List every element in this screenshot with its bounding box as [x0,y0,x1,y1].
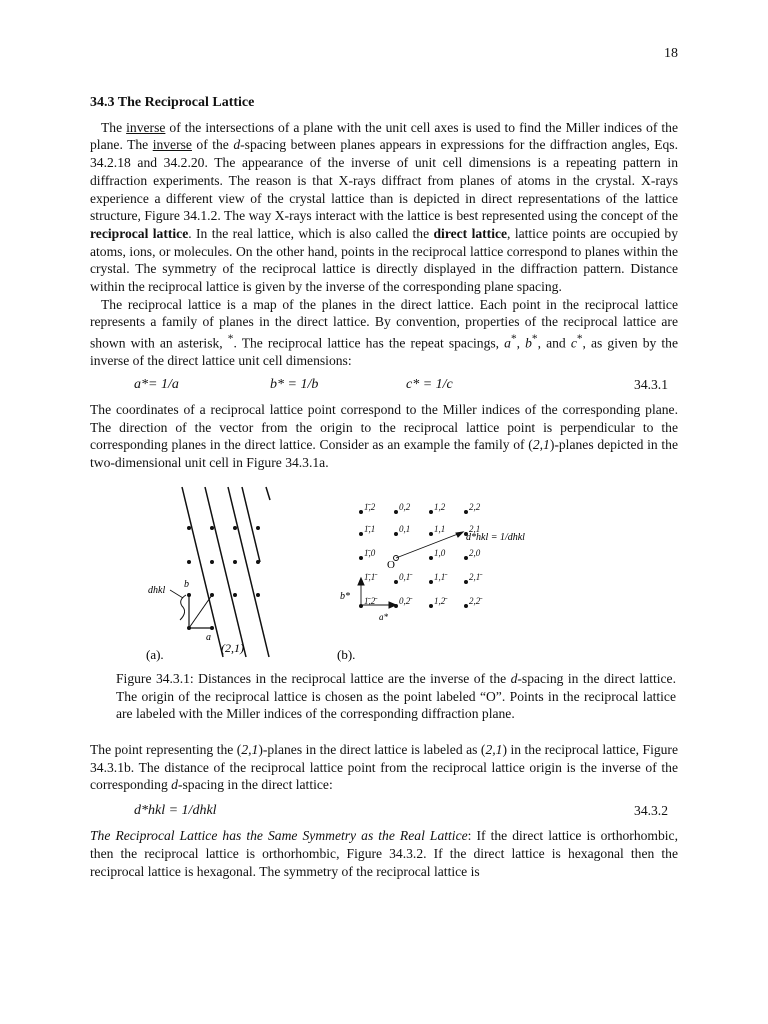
reciprocal-point-label: 2,1 [469,523,481,534]
reciprocal-point-label: 1,1 [434,523,446,534]
reciprocal-point [429,580,433,584]
reciprocal-point-label: 0,1 [399,523,411,534]
paragraph-2: The reciprocal lattice is a map of the planes in the direct lattice. Each point in the reciprocal lattice represents a family of planes in the direct lattice. By convention, properties of the reciprocal lattice are shown with an asterisk, *. The reciprocal lattice has the repeat spacings, a*, b*, and c*, as given by the inverse of the direct lattice unit cell dimensions: [90,296,679,369]
direct-lattice-panel [170,487,270,657]
reciprocal-point-label: 2,1̄ [469,571,481,582]
reciprocal-point [464,556,468,560]
bstar-label: b* [340,590,350,602]
reciprocal-point-label: 1̄,1̄ [364,571,376,582]
reciprocal-point-label: 0,1̄ [399,571,411,582]
figure-caption: Figure 34.3.1: Distances in the reciprocal lattice are the inverse of the d-spacing in the direct lattice. The origin of the reciprocal lattice is chosen as the point labeled “O”. Points in the reciprocal lattice are labeled with the Miller indices of the corresponding diffraction plane. [116,670,676,722]
reciprocal-point [359,532,363,536]
eq-c-star: c* = 1/c [406,377,453,393]
paragraph-5: The Reciprocal Lattice has the Same Symmetry as the Real Lattice: If the direct lattice is orthorhombic, then the reciprocal lattice is orthorhombic, Figure 34.3.2. If the direct lattice is hexagonal then the reciprocal lattice is hexagonal. The symmetry of the reciprocal lattice is [90,828,678,879]
figure-drawing [90,482,678,664]
reciprocal-point [359,510,363,514]
dstar-vector [396,532,463,558]
reciprocal-point [464,510,468,514]
reciprocal-point-label: 0,2 [399,501,411,512]
reciprocal-point [429,604,433,608]
dhkl-pointer [170,590,183,598]
unit-cell-diagonal [189,595,212,628]
reciprocal-point-label: 1̄,1 [364,523,376,534]
page-number: 18 [664,46,678,61]
eq-dstar: d*hkl = 1/dhkl [134,803,217,819]
plane-line [182,487,223,657]
plane-line [266,487,270,500]
figure-34-3-1 [90,482,678,664]
plane-label: (2,1) [221,640,244,655]
section-title: 34.3 The Reciprocal Lattice [90,95,255,110]
reciprocal-point-label: 1̄,0 [364,547,376,558]
reciprocal-point-label: 2,0 [469,547,481,558]
eq-b-star: b* = 1/b [270,377,319,393]
reciprocal-point [429,556,433,560]
astar-label: a* [379,611,388,622]
reciprocal-point-label: 1,2̄ [434,595,446,606]
reciprocal-point-label: 2,2̄ [469,595,481,606]
reciprocal-point [394,532,398,536]
dstar-label: d*hkl = 1/dhkl [466,531,525,543]
dstar-arrowhead [456,532,463,537]
reciprocal-point-label: 2,2 [469,501,481,512]
origin-label: O [387,558,395,571]
reciprocal-point-label: 0,2̄ [399,595,411,606]
paragraph-4: The point representing the (2,1)-planes in the direct lattice is labeled as (2,1) in the reciprocal lattice, Figure 34.3.1b. The distance of the reciprocal lattice point from the reciprocal lattice origin is the inverse of the corresponding d-spacing in the direct lattice: [90,742,678,793]
equation-34-3-2 [90,800,678,822]
plane-line [242,487,260,562]
reciprocal-point-label: 1,1̄ [434,571,446,582]
equation-number: 34.3.2 [634,803,668,819]
reciprocal-point [464,580,468,584]
paragraph-3: The coordinates of a reciprocal lattice point correspond to the Miller indices of the corresponding plane. The direction of the vector from the origin to the reciprocal lattice point is perpendicular to the corresponding planes in the direct lattice. Consider as an example the family of (2,1)-planes depicted in the two-dimensional unit cell in Figure 34.3.1a. [90,402,678,471]
reciprocal-point-label: 1,2 [434,501,446,512]
reciprocal-point-label: 1̄,2 [364,501,376,512]
reciprocal-point-label: 1,0 [434,547,446,558]
equation-number: 34.3.1 [634,377,668,393]
reciprocal-point [394,580,398,584]
equation-34-3-1 [90,374,678,396]
reciprocal-point [464,604,468,608]
page-content [90,94,678,880]
reciprocal-point [429,510,433,514]
plane-line [205,487,246,657]
reciprocal-point [394,510,398,514]
reciprocal-point [359,556,363,560]
a-label: a [206,631,211,643]
b-label: b [184,578,189,590]
paragraph-1: The inverse of the intersections of a plane with the unit cell axes is used to find the Miller indices of the plane. The inverse of the d-spacing between planes appears in expressions for the diffraction angles, Eqs. 34.2.18 and 34.2.20. The appearance of the inverse of unit cell dimensions is a repeating pattern in diffraction experiments. The reason is that X-rays diffract from planes of atoms in the crystal. X-rays experience a different view of the crystal lattice than is depicted in direct representations of the lattice structure, Figure 34.1.2. The way X-rays interact with the lattice is best represented using the concept of the reciprocal lattice. In the real lattice, which is also called the direct lattice, lattice points are occupied by atoms, ions, or molecules. On the other hand, points in the reciprocal lattice correspond to planes within the crystal. The symmetry of the reciprocal lattice is directly displayed in the diffraction pattern. Distance within the reciprocal lattice is given by the inverse of the corresponding plane spacing. [90,119,678,295]
reciprocal-point-label: 1̄,2̄ [364,595,376,606]
dhkl-label: dhkl [148,584,166,596]
eq-a-star: a*= 1/a [134,377,179,393]
reciprocal-point [429,532,433,536]
figure-label-a: (a). [146,646,164,662]
dhkl-bracket [180,595,186,620]
figure-label-b: (b). [337,646,356,662]
